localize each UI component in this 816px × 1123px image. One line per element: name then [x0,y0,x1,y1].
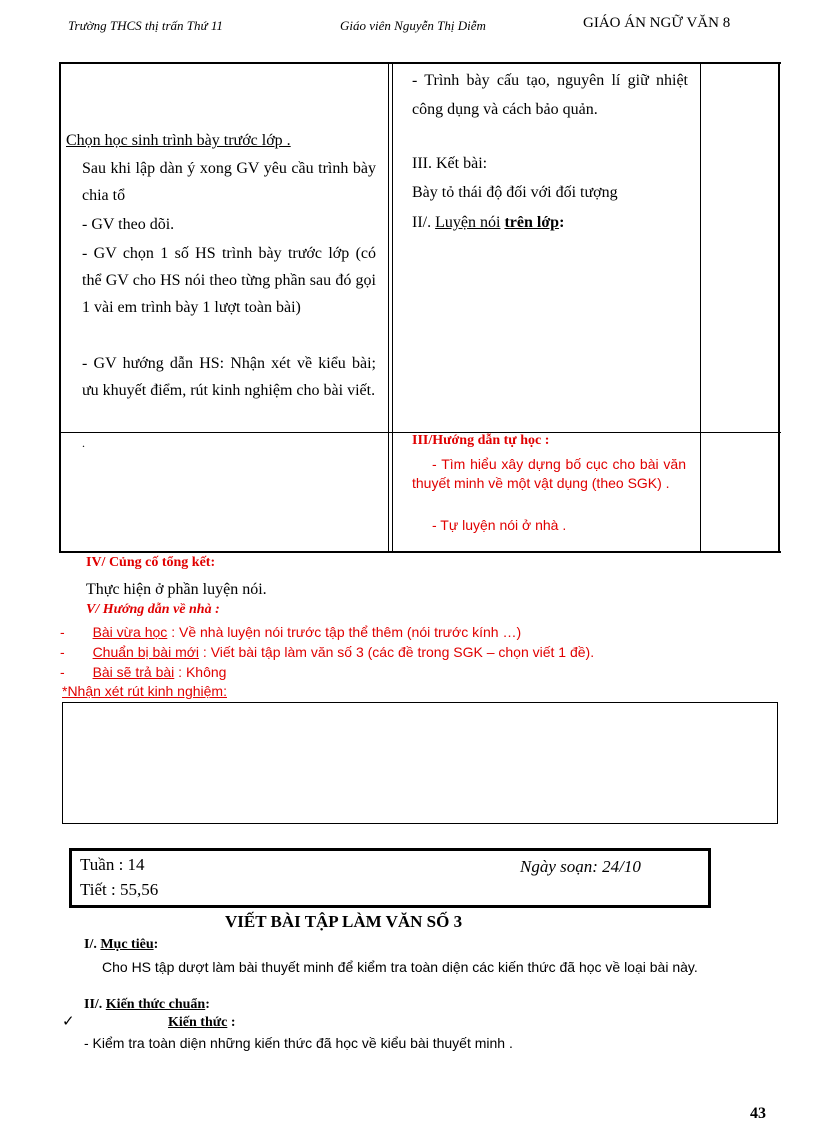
row2-left-dot: . [82,436,85,450]
mid-item-3: Bày tỏ thái độ đối với đối tượng [412,184,618,201]
mid-heading-b: trên lớp [504,214,560,231]
home-label-1: Bài vừa học [92,624,168,640]
standard-colon: : [205,997,210,1012]
standard-num: II/. [84,997,103,1012]
home-item-1 [60,623,521,642]
left-item-2: - GV theo dõi. [82,216,175,233]
period-label: Tiết : 55,56 [80,880,159,899]
review-text: Thực hiện ở phần luyện nói. [86,581,267,598]
home-text-1: : Về nhà luyện nói trước tập thể thêm (nói trước kính …) [171,624,522,640]
objective-text: Cho HS tập dượt làm bài thuyết minh để kiểm tra toàn diện các kiến thức đã học về loại bài này. [102,959,698,975]
mid-item-2: III. Kết bài: [412,155,488,172]
objective-label: Mục tiêu [100,937,154,952]
check-icon: ✓ [62,1014,75,1030]
standard-label: Kiến thức chuẩn [105,997,206,1012]
page-number: 43 [750,1105,766,1122]
knowledge-text: - Kiểm tra toàn diện những kiến thức đã học về kiểu bài thuyết minh . [84,1035,513,1051]
knowledge-heading [168,1015,236,1031]
home-label-2: Chuẩn bị bài mới [92,644,200,660]
date-label: Ngày soạn: 24/10 [520,857,641,876]
row2-heading: III/Hướng dẫn tự học : [412,433,550,448]
lesson-title: VIẾT BÀI TẬP LÀM VĂN SỐ 3 [225,912,463,931]
knowledge-label: Kiến thức [168,1015,228,1030]
left-item-3: - GV chọn 1 số HS trình bày trước lớp (có thể GV cho HS nói theo từng phần sau đó gọi 1 vài em trình bày 1 lượt toàn bài) [82,245,376,316]
mid-heading-a: Luyện nói [435,214,501,231]
left-cell-title: Chọn học sinh trình bày trước lớp . [66,132,291,149]
header-school: Trường THCS thị trấn Thứ 11 [68,18,223,33]
home-label-3: Bài sẽ trả bài [92,664,175,680]
objective-colon: : [153,937,159,952]
objective-num: I/. [84,937,97,952]
mid-heading [412,209,564,236]
home-dash: - [60,664,65,680]
home-dash: - [60,644,65,660]
row2-item-1: - Tìm hiểu xây dựng bố cục cho bài văn thuyết minh về một vật dụng (theo SGK) . [412,456,686,491]
header-teacher: Giáo viên Nguyễn Thị Diễm [340,18,486,33]
home-item-2 [60,643,594,662]
objective-heading [84,937,158,953]
home-text-2: : Viết bài tập làm văn số 3 (các đề trong SGK – chọn viết 1 đề). [202,644,595,660]
remark-box [62,702,778,824]
remark-label: *Nhận xét rút kinh nghiệm: [62,683,227,699]
left-item-4: - GV hướng dẫn HS: Nhận xét về kiểu bài; ưu khuyết điểm, rút kinh nghiệm cho bài viết. [82,355,376,399]
knowledge-colon: : [230,1015,236,1030]
mid-heading-num: II/. [412,214,432,231]
row2-item-2: - Tự luyện nói ở nhà . [432,517,567,533]
week-label: Tuần : 14 [80,855,145,874]
home-text-3: : Không [178,664,227,680]
home-item-3 [60,663,226,682]
mid-item-1: - Trình bày cấu tạo, nguyên lí giữ nhiệt công dụng và cách bảo quản. [412,72,688,118]
review-heading: IV/ Củng cố tổng kết: [86,555,216,570]
mid-heading-colon: : [559,214,565,231]
home-dash: - [60,624,65,640]
left-item-1: Sau khi lập dàn ý xong GV yêu cầu trình bày chia tổ [82,160,376,204]
standard-heading [84,997,210,1013]
home-heading: V/ Hướng dẫn về nhà : [86,602,220,617]
header-title: GIÁO ÁN NGỮ VĂN 8 [583,15,731,31]
